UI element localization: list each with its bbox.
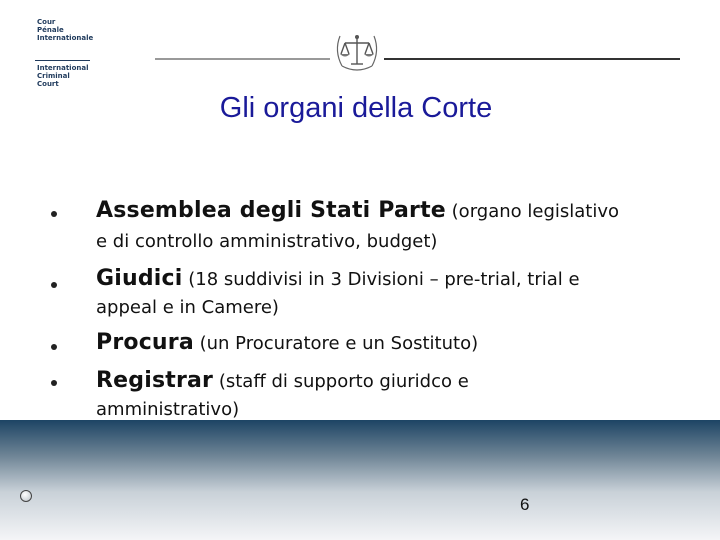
bullet-1-continuation: e di controllo amministrativo, budget) <box>96 231 438 252</box>
footer-gradient-band <box>0 420 720 540</box>
bullet-2-continuation: appeal e in Camere) <box>96 297 279 318</box>
bullet-4-rest: (staff di supporto giuridco e <box>213 371 469 392</box>
bullet-dot <box>51 211 57 217</box>
bullet-1-strong: Assemblea degli Stati Parte <box>96 198 446 223</box>
bullet-3-rest: (un Procuratore e un Sostituto) <box>193 333 479 354</box>
logo-line-3: Internationale <box>37 34 94 42</box>
header-line-right <box>384 58 680 60</box>
bullet-3-strong: Procura <box>96 330 194 355</box>
bullet-2-strong: Giudici <box>96 266 183 291</box>
slide-title: Gli organi della Corte <box>219 92 493 124</box>
bullet-dot <box>51 380 57 386</box>
bullet-dot <box>51 282 57 288</box>
logo-line-5: Criminal <box>37 72 70 80</box>
logo-line-2: Pénale <box>37 26 64 34</box>
scales-of-justice-icon <box>330 24 384 78</box>
bullet-4-continuation: amministrativo) <box>96 399 240 420</box>
logo-line-6: Court <box>37 80 59 88</box>
bullet-3-line <box>96 330 478 355</box>
logo-line-4: International <box>37 64 89 72</box>
logo-rule <box>35 60 90 61</box>
bullet-4-strong: Registrar <box>96 368 214 393</box>
bullet-1-rest: (organo legislativo <box>445 201 620 222</box>
bullet-1-line <box>96 198 619 223</box>
header-line-left <box>155 58 330 60</box>
page-number: 6 <box>520 495 530 514</box>
radio-button-icon[interactable] <box>20 490 32 502</box>
bullet-4-line <box>96 368 469 393</box>
bullet-dot <box>51 344 57 350</box>
logo-line-1: Cour <box>37 18 56 26</box>
logo-text-fr <box>37 18 93 42</box>
bullet-2-line <box>96 266 580 291</box>
bullet-2-rest: (18 suddivisi in 3 Divisioni – pre-trial, trial e <box>182 269 580 290</box>
logo-text-en <box>37 64 89 88</box>
